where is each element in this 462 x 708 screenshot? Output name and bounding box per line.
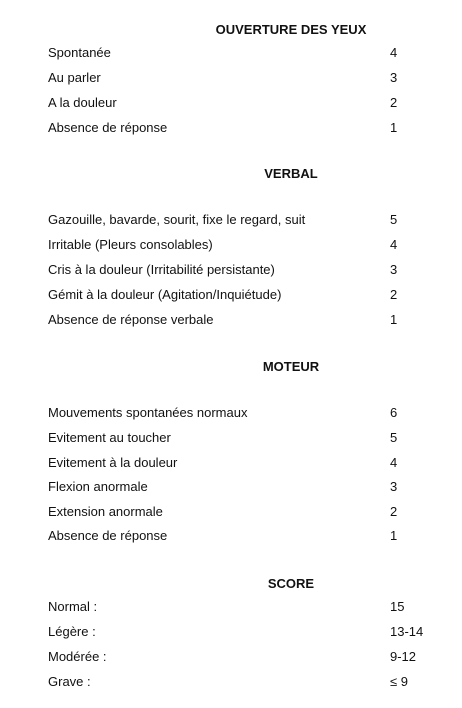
row-score: 6	[390, 405, 398, 420]
list-item	[48, 287, 428, 303]
section-title-verbal: VERBAL	[264, 166, 318, 181]
row-label: Légère :	[48, 624, 96, 639]
row-score: 15	[390, 599, 405, 614]
row-label: Cris à la douleur (Irritabilité persistante)	[48, 262, 275, 277]
section-title-score: SCORE	[267, 576, 315, 591]
row-score: ≤ 9	[390, 674, 408, 689]
row-score: 4	[390, 455, 398, 470]
row-label: Mouvements spontanées normaux	[48, 405, 248, 420]
list-item	[48, 237, 428, 253]
list-item	[48, 405, 428, 421]
list-item	[48, 624, 428, 640]
row-label: Absence de réponse verbale	[48, 312, 214, 327]
row-score: 1	[390, 120, 398, 135]
row-label: Flexion anormale	[48, 479, 148, 494]
row-label: Evitement à la douleur	[48, 455, 178, 470]
row-label: Gazouille, bavarde, sourit, fixe le regard, suit	[48, 212, 306, 227]
row-score: 3	[390, 479, 398, 494]
row-label: Gémit à la douleur (Agitation/Inquiétude)	[48, 287, 282, 302]
row-score: 9-12	[390, 649, 417, 664]
list-item	[48, 599, 428, 615]
list-item	[48, 504, 428, 520]
row-label: Evitement au toucher	[48, 430, 171, 445]
list-item	[48, 674, 428, 690]
row-score: 5	[390, 430, 398, 445]
row-label: Irritable (Pleurs consolables)	[48, 237, 213, 252]
section-title-motor: MOTEUR	[262, 359, 320, 374]
list-item	[48, 312, 428, 328]
row-label: A la douleur	[48, 95, 117, 110]
row-score: 1	[390, 312, 398, 327]
row-score: 1	[390, 528, 398, 543]
list-item	[48, 430, 428, 446]
list-item	[48, 45, 428, 61]
row-score: 4	[390, 237, 398, 252]
list-item	[48, 212, 428, 228]
row-score: 2	[390, 95, 398, 110]
row-label: Extension anormale	[48, 504, 163, 519]
list-item	[48, 528, 428, 544]
list-item	[48, 70, 428, 86]
section-title-eyes: OUVERTURE DES YEUX	[215, 22, 367, 37]
row-label: Modérée :	[48, 649, 107, 664]
row-score: 2	[390, 504, 398, 519]
row-score: 3	[390, 262, 398, 277]
row-score: 13-14	[390, 624, 424, 639]
row-score: 4	[390, 45, 398, 60]
row-score: 5	[390, 212, 398, 227]
row-label: Grave :	[48, 674, 91, 689]
row-score: 3	[390, 70, 398, 85]
row-label: Normal :	[48, 599, 98, 614]
row-label: Spontanée	[48, 45, 111, 60]
list-item	[48, 455, 428, 471]
list-item	[48, 120, 428, 136]
row-label: Absence de réponse	[48, 120, 168, 135]
list-item	[48, 262, 428, 278]
row-label: Au parler	[48, 70, 101, 85]
row-score: 2	[390, 287, 398, 302]
row-label: Absence de réponse	[48, 528, 168, 543]
list-item	[48, 95, 428, 111]
list-item	[48, 479, 428, 495]
list-item	[48, 649, 428, 665]
